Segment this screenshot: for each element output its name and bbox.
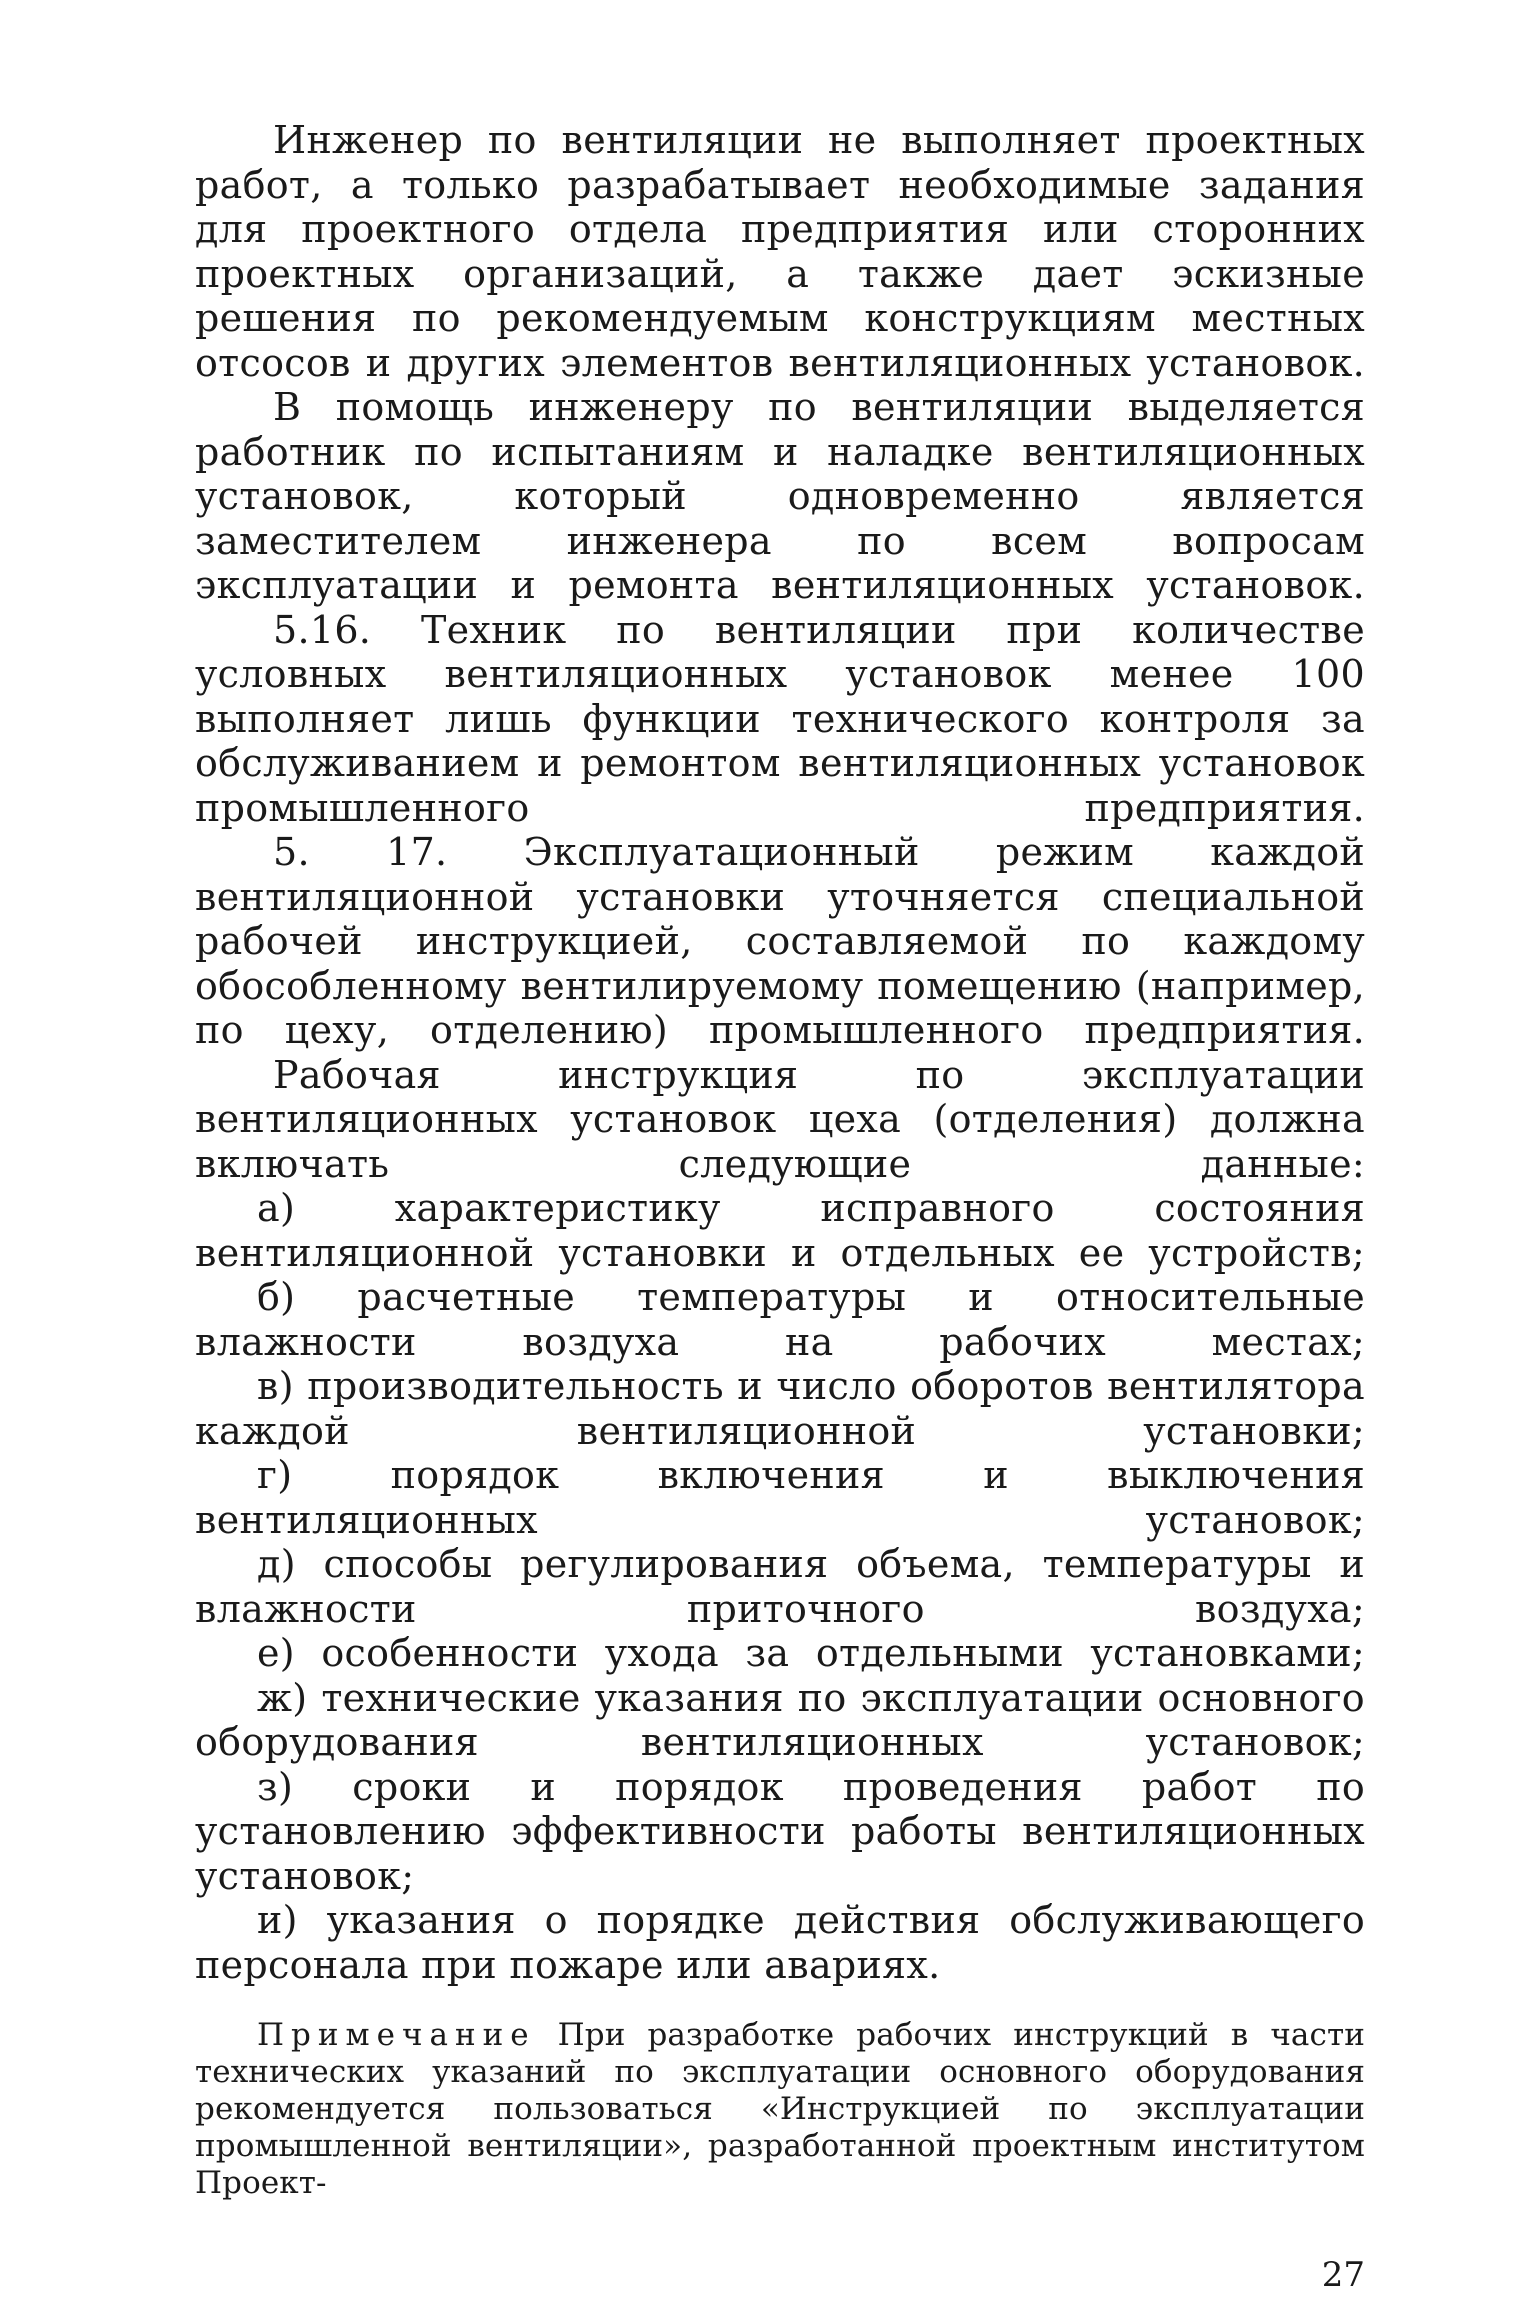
- list-item: е) особенности ухода за отдельными установками;: [257, 1631, 1365, 1675]
- list-item: г) порядок включения и выключения вентиляционных установок;: [195, 1453, 1365, 1542]
- paragraph-assistant: В помощь инженеру по вентиляции выделяется работник по испытаниям и наладке вентиляционных установок, который одновременно является заместителем инженера по всем вопросам эксплуатации и ремонта вентиляционных установок.: [195, 385, 1365, 607]
- footnote-label: Примечание: [257, 2017, 536, 2053]
- list-item: з) сроки и порядок проведения работ по установлению эффективности работы вентиляционных установок;: [195, 1764, 1365, 1898]
- list-item: д) способы регулирования объема, температуры и влажности приточного воздуха;: [195, 1542, 1365, 1631]
- paragraph-5-16: 5.16. Техник по вентиляции при количестве условных вентиляционных установок менее 100 выполняет лишь функции технического контроля за обслуживанием и ремонтом вентиляционных установок промышленного предприятия.: [195, 607, 1365, 830]
- page-number: 27: [1321, 2255, 1365, 2295]
- paragraph-instruction-intro: Рабочая инструкция по эксплуатации вентиляционных установок цеха (отделения) должна включать следующие данные:: [195, 1052, 1365, 1186]
- footnote-text: При разработке рабочих инструкций в части технических указаний по эксплуатации основного оборудования рекомендуется пользоваться «Инструкцией по эксплуатации промышленной вентиляции», разработанной проектным институтом Проект-: [195, 2017, 1365, 2201]
- footnote: [195, 2017, 1365, 2202]
- paragraph-engineer-duties: Инженер по вентиляции не выполняет проектных работ, а только разрабатывает необходимые задания для проектного отдела предприятия или сторонних проектных организаций, а также дает эскизные решения по рекомендуемым конструкциям местных отсосов и других элементов вентиляционных установок.: [195, 118, 1365, 385]
- paragraph-5-17: 5. 17. Эксплуатационный режим каждой вентиляционной установки уточняется специальной рабочей инструкцией, составляемой по каждому обособленному вентилируемому помещению (например, по цеху, отделению) промышленного предприятия.: [195, 830, 1365, 1052]
- list-item: а) характеристику исправного состояния вентиляционной установки и отдельных ее устройств;: [195, 1186, 1365, 1275]
- list-item: ж) технические указания по эксплуатации основного оборудования вентиляционных установок;: [195, 1675, 1365, 1764]
- list-item: в) производительность и число оборотов вентилятора каждой вентиляционной установки;: [195, 1364, 1365, 1453]
- list-item: и) указания о порядке действия обслуживающего персонала при пожаре или авариях.: [195, 1898, 1365, 1987]
- list-item: б) расчетные температуры и относительные влажности воздуха на рабочих местах;: [195, 1275, 1365, 1364]
- instruction-list: [195, 1186, 1365, 1987]
- page-body: [195, 118, 1365, 2233]
